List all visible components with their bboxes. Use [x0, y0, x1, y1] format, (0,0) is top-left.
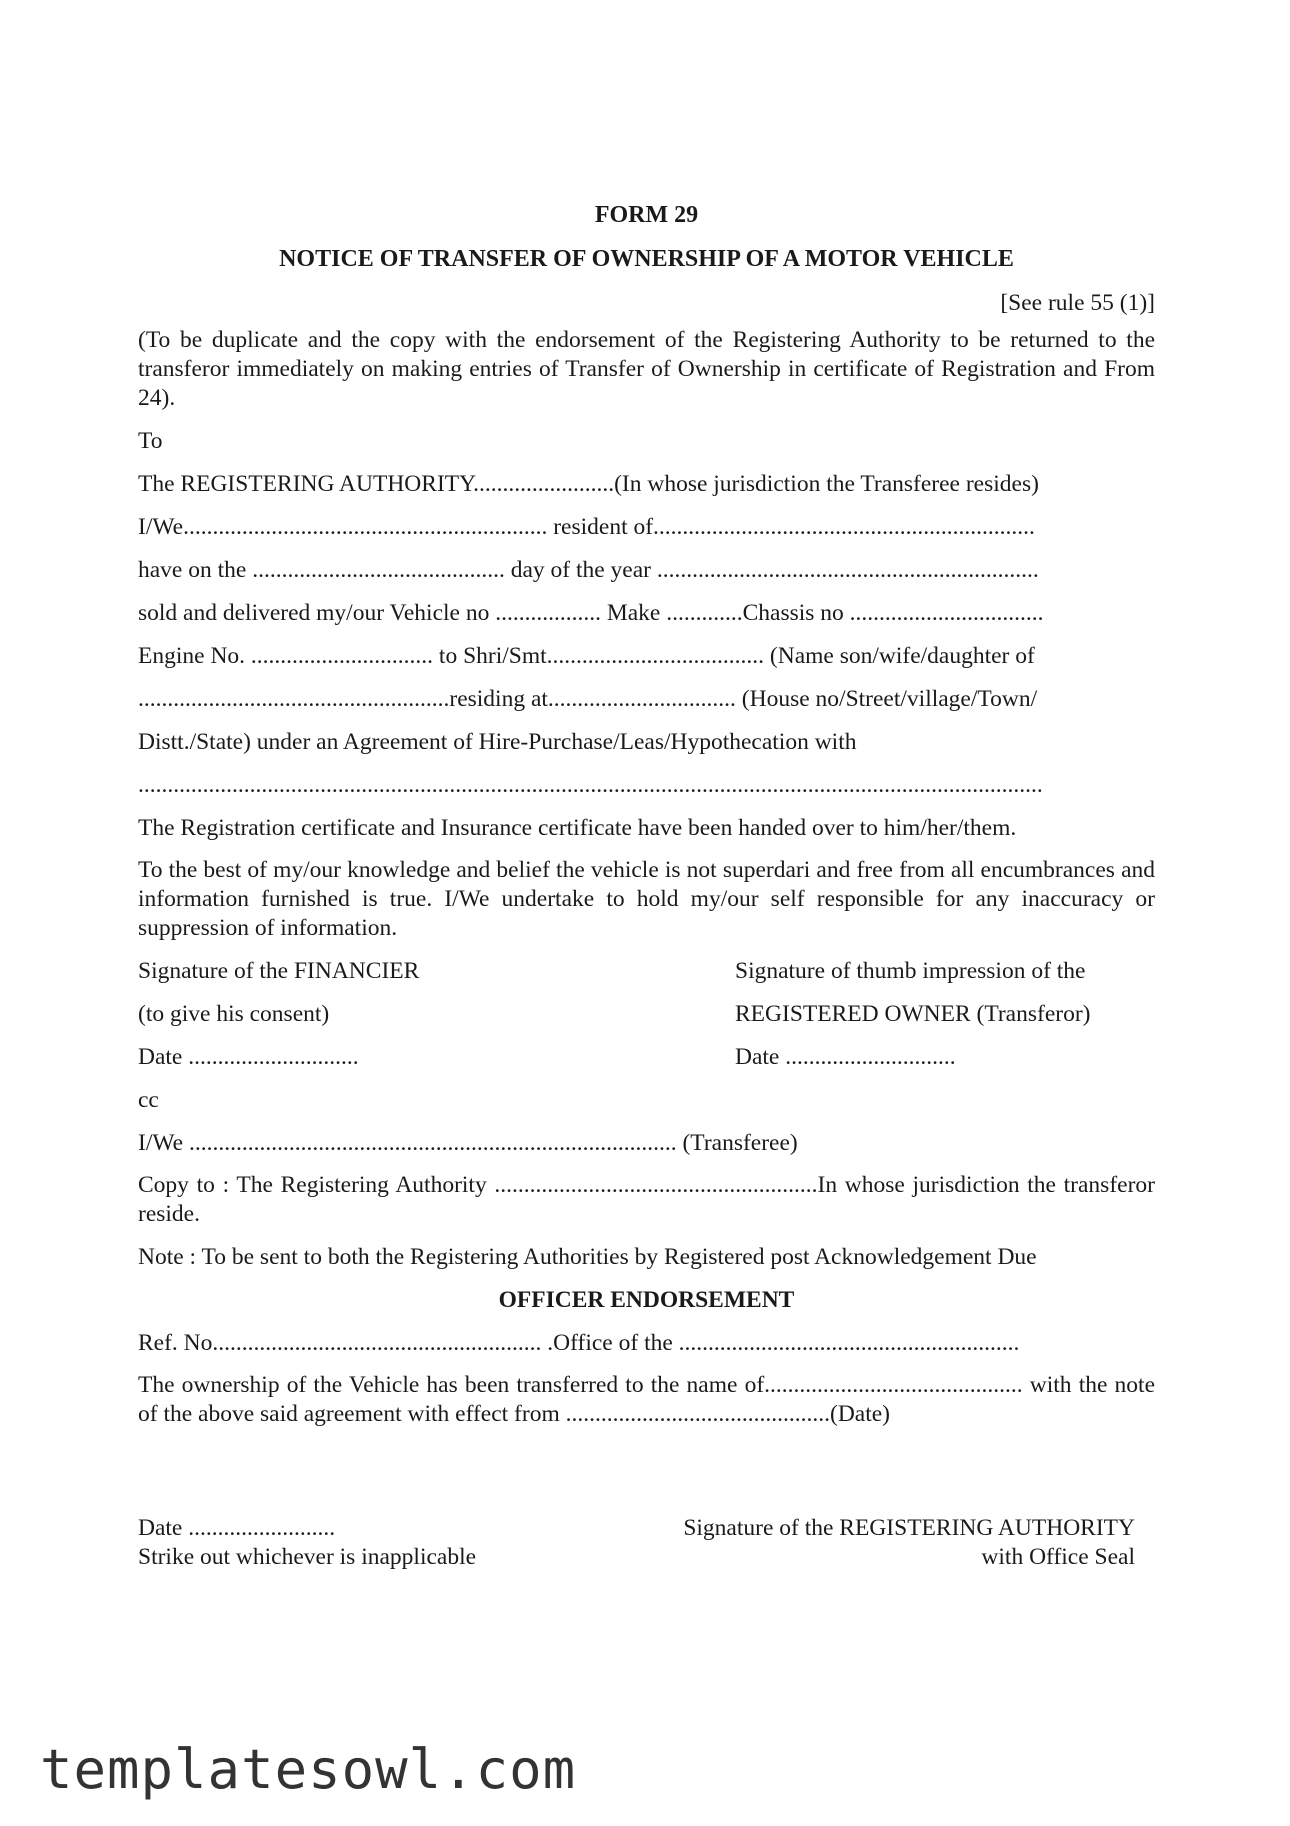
strike-out-note: Strike out whichever is inapplicable [138, 1544, 477, 1570]
financier-consent-label: (to give his consent) [138, 1001, 330, 1027]
iwe-resident-line: I/We.............................................................. resident of................................................................. [138, 514, 1035, 540]
office-seal-label: with Office Seal [981, 1544, 1135, 1570]
officer-endorsement-heading: OFFICER ENDORSEMENT [498, 1287, 795, 1313]
endorsement-right-block [683, 1513, 1155, 1571]
financier-blank-line: .......................................................................................................................................................... [138, 772, 1043, 798]
endorsement-date-field: Date ......................... [138, 1515, 336, 1541]
form-title: NOTICE OF TRANSFER OF OWNERSHIP OF A MOTOR VEHICLE [279, 246, 1014, 272]
to-label: To [138, 428, 163, 454]
ownership-transfer-paragraph: The ownership of the Vehicle has been transferred to the name of............................................ with the note of the above said agreement with effect from .............................................(Date) [138, 1372, 1155, 1427]
form-number: FORM 29 [594, 202, 699, 228]
consent-row [138, 999, 1155, 1029]
intro-paragraph: (To be duplicate and the copy with the endorsement of the Registering Authority to be returned to the transferor immediately on making entries of Transfer of Ownership in certificate of Registration and From 24). [138, 327, 1155, 411]
watermark-text: templatesowl.com [40, 1738, 577, 1801]
date-of-sale-line: have on the ........................................... day of the year ................................................................. [138, 557, 1039, 583]
authority-signature-block [138, 1513, 1155, 1571]
financier-date-field: Date ............................. [138, 1044, 359, 1070]
endorsement-left-block [138, 1513, 476, 1571]
registered-owner-label: REGISTERED OWNER (Transferor) [735, 1001, 1091, 1027]
vehicle-details-line: sold and delivered my/our Vehicle no .................. Make .............Chassis no ................................. [138, 600, 1044, 626]
authority-signature-label: Signature of the REGISTERING AUTHORITY [683, 1515, 1135, 1541]
transferee-line: I/We ................................................................................... (Transferee) [138, 1130, 798, 1156]
rule-reference: [See rule 55 (1)] [1000, 290, 1155, 316]
agreement-line: Distt./State) under an Agreement of Hire-Purchase/Leas/Hypothecation with [138, 729, 857, 755]
engine-transferee-line: Engine No. ............................... to Shri/Smt..................................... (Name son/wife/daughter of [138, 643, 1035, 669]
financier-signature-label: Signature of the FINANCIER [138, 958, 420, 984]
ref-no-line: Ref. No........................................................ .Office of the .......................................................... [138, 1330, 1020, 1356]
residing-line: .....................................................residing at................................ (House no/Street/village/Town/ [138, 686, 1038, 712]
certificates-line: The Registration certificate and Insurance certificate have been handed over to him/her/them. [138, 815, 1017, 841]
cc-label: cc [138, 1087, 159, 1113]
note-line: Note : To be sent to both the Registering Authorities by Registered post Acknowledgement Due [138, 1244, 1037, 1270]
copy-to-paragraph: Copy to : The Registering Authority .......................................................In whose jurisdiction the transferor reside. [138, 1172, 1155, 1227]
owner-date-field: Date ............................. [735, 1044, 956, 1070]
signature-row [138, 956, 1155, 986]
date-row [138, 1042, 1155, 1072]
form-page [138, 200, 1155, 1571]
declaration-paragraph: To the best of my/our knowledge and belief the vehicle is not superdari and free from all encumbrances and information furnished is true. I/We undertake to hold my/our self responsible for any inaccuracy or suppression of information. [138, 857, 1155, 941]
authority-line: The REGISTERING AUTHORITY........................(In whose jurisdiction the Transferee resides) [138, 471, 1039, 497]
owner-signature-label: Signature of thumb impression of the [735, 958, 1086, 984]
